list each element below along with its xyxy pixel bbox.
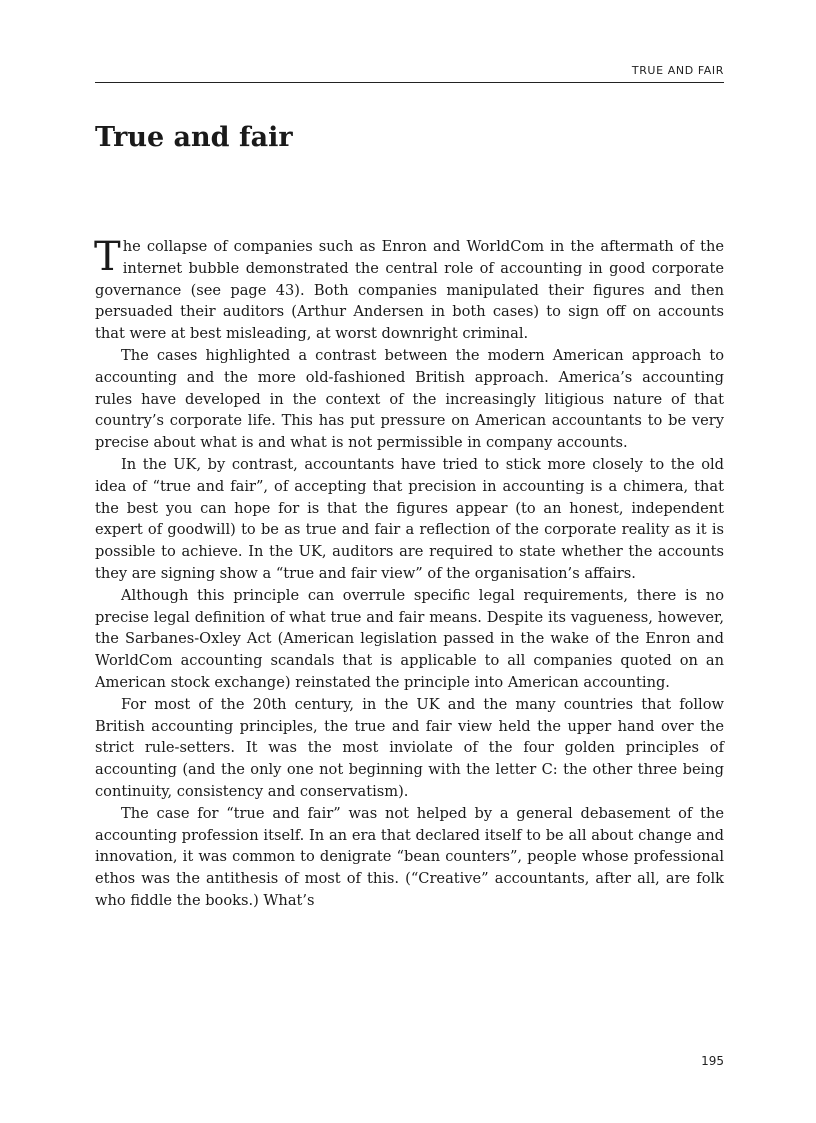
paragraph-1-text: he collapse of companies such as Enron and WorldCom in the aftermath of the internet bubble demonstrated the central role of accounting in good corporate governance (see page 43). Both companies manipulated their figures and then persuaded their auditors (Arthur Andersen in both cases) to sign off on accounts that were at best misleading, at worst downright criminal. (95, 238, 724, 343)
page-number: 195 (701, 1054, 724, 1068)
paragraph-1 (95, 236, 724, 345)
paragraph-4: Although this principle can overrule specific legal requirements, there is no precise legal definition of what true and fair means. Despite its vagueness, however, the Sarbanes-Oxley Act (American legislation passed in the wake of the Enron and WorldCom accounting scandals that is applicable to all companies quoted on an American stock exchange) reinstated the principle into American accounting. (95, 586, 724, 691)
drop-cap: T (94, 234, 121, 280)
body-text (95, 236, 724, 912)
paragraph-5: For most of the 20th century, in the UK and the many countries that follow British accounting principles, the true and fair view held the upper hand over the strict rule-setters. It was the most inviolate of the four golden principles of accounting (and the only one not beginning with the letter C: the other three being continuity, consistency and conservatism). (95, 695, 724, 800)
paragraph-6: The case for “true and fair” was not helped by a general debasement of the accounting profession itself. In an era that declared itself to be all about change and innovation, it was common to denigrate “bean counters”, people whose professional ethos was the antithesis of most of this. (“Creative” accountants, after all, are folk who fiddle the books.) What’s (95, 804, 724, 909)
paragraph-3: In the UK, by contrast, accountants have tried to stick more closely to the old idea of “true and fair”, of accepting that precision in accounting is a chimera, that the best you can hope for is that the figures appear (to an honest, independent expert of goodwill) to be as true and fair a reflection of the corporate reality as it is possible to achieve. In the UK, auditors are required to state whether the accounts they are signing show a “true and fair view” of the organisation’s affairs. (95, 455, 724, 582)
running-head: TRUE AND FAIR (631, 64, 724, 77)
header-rule (95, 82, 724, 83)
paragraph-2: The cases highlighted a contrast between the modern American approach to accounting and the more old-fashioned British approach. America’s accounting rules have developed in the context of the increasingly litigious nature of that country’s corporate life. This has put pressure on American accountants to be very precise about what is and what is not permissible in company accounts. (95, 346, 724, 452)
chapter-title: True and fair (95, 122, 293, 153)
